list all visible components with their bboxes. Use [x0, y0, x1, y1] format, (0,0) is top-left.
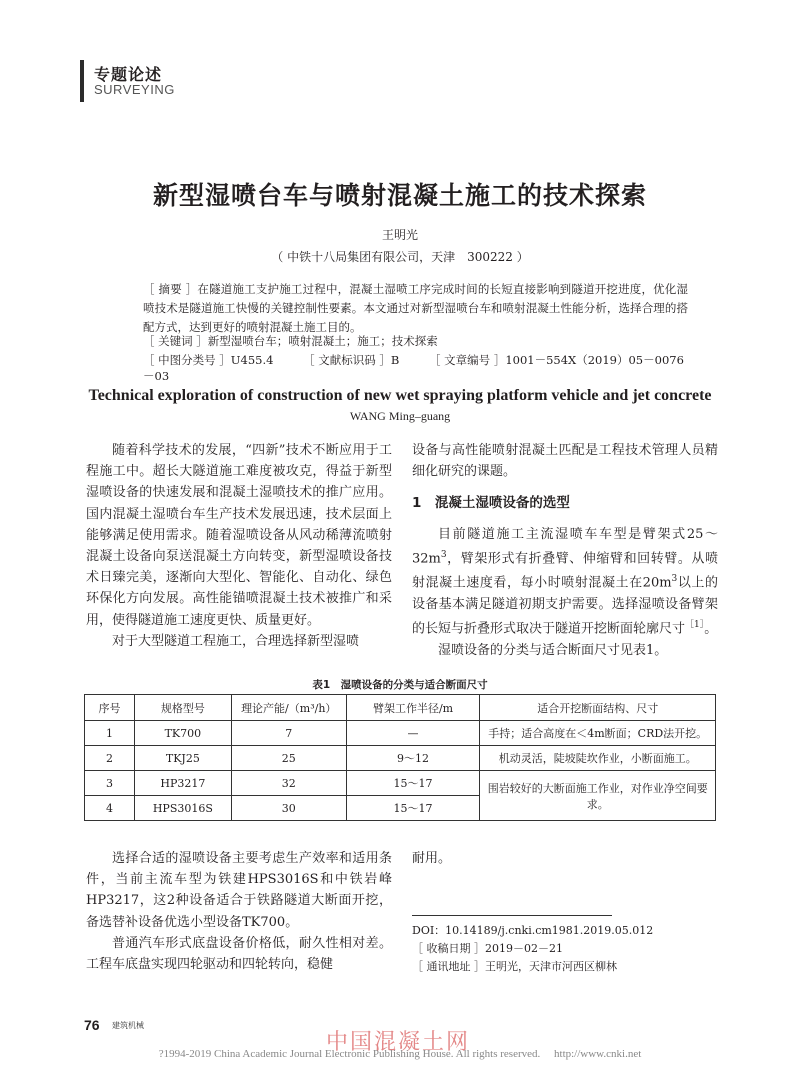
table-cell: HPS3016S — [134, 796, 231, 821]
section-label-cn: 专题论述 — [94, 65, 163, 84]
table-cell: 2 — [85, 746, 135, 771]
paragraph: 设备与高性能喷射混凝土匹配是工程技术管理人员精细化研究的课题。 — [412, 443, 718, 480]
paragraph: 普通汽车形式底盘设备价格低，耐久性相对差。工程车底盘实现四轮驱动和四轮转向，稳健 — [86, 935, 392, 973]
table-cell: TK700 — [134, 721, 231, 746]
text-run: 目前隧道施工主流湿喷车车型是臂架式25～32m — [412, 526, 718, 567]
table-cell: 机动灵活，陡坡陡坎作业，小断面施工。 — [480, 746, 716, 771]
text-run: 。 — [704, 621, 718, 637]
journal-name: 建筑机械 — [112, 1021, 144, 1030]
affiliation: （ 中铁十八局集团有限公司，天津 300222 ） — [271, 250, 529, 264]
table-cell: 9～12 — [346, 746, 480, 771]
table-cell: — — [346, 721, 480, 746]
clc-number: ［ 中图分类号 ］U455.4 — [143, 353, 274, 367]
table-cell: 手持；适合高度在＜4m断面；CRD法开挖。 — [480, 721, 716, 746]
section-label-en: SURVEYING — [94, 82, 175, 97]
document-code: ［ 文献标识码 ］B — [303, 353, 400, 367]
table-cell: 4 — [85, 796, 135, 821]
body-column-left-lower — [86, 848, 392, 975]
section-marker-bar — [80, 60, 84, 102]
body-column-right — [412, 440, 718, 661]
equipment-table — [84, 694, 716, 821]
paragraph — [412, 524, 718, 640]
table-cell: 25 — [231, 746, 346, 771]
body-column-right-lower — [412, 848, 718, 869]
citation-ref: ［1］ — [685, 620, 705, 631]
header-cell: 适合开挖断面结构、尺寸 — [480, 695, 716, 721]
section-heading: 1 混凝土湿喷设备的选型 — [412, 495, 570, 512]
header-cell: 序号 — [85, 695, 135, 721]
abstract: ［ 摘要 ］在隧道施工支护施工过程中，混凝土湿喷工序完成时间的长短直接影响到隧道开挖进度，优化湿喷技术是隧道施工快慢的关键控制性要素。本文通过对新型湿喷台车和喷射混凝土性能分析，选择合理的搭配方式，达到更好的喷射混凝土施工目的。 — [143, 282, 688, 334]
table-cell: 15～17 — [346, 796, 480, 821]
author: 王明光 — [381, 228, 418, 242]
footnotes — [412, 922, 718, 976]
page-number: 76 — [84, 1017, 100, 1033]
text-run: 以上的设备基本满足隧道初期支护需要。选择湿喷设备臂架的长短与折叠形式取决于隧道开挖断面轮廓尺寸 — [412, 575, 718, 637]
superscript: 3 — [671, 574, 678, 585]
text-run: ，臂架形式有折叠臂、伸缩臂和回转臂。从喷射混凝土速度看，每小时喷射混凝土在20m — [412, 551, 718, 591]
watermark: 中国混凝土网 — [326, 1030, 471, 1055]
table-header-row — [85, 695, 716, 721]
paragraph: 湿喷设备的分类与适合断面尺寸见表1。 — [438, 642, 668, 658]
header-cell: 规格型号 — [134, 695, 231, 721]
table-cell: 7 — [231, 721, 346, 746]
table-cell: 1 — [85, 721, 135, 746]
table-row — [85, 721, 716, 746]
classification-line — [143, 352, 688, 384]
paragraph: 选择合适的湿喷设备主要考虑生产效率和适用条件，当前主流车型为铁建HPS3016S和中铁岩峰HP3217，这2种设备适合于铁路隧道大断面开挖，备选替补设备优选小型设备TK700。 — [86, 851, 392, 930]
table-caption: 表1 湿喷设备的分类与适合断面尺寸 — [312, 679, 488, 691]
table-row — [85, 771, 716, 796]
paragraph: 对于大型隧道工程施工，合理选择新型湿喷 — [112, 633, 360, 649]
doi: DOI：10.14189/j.cnki.cm1981.2019.05.012 — [412, 924, 654, 937]
copyright-line: ?1994-2019 China Academic Journal Electronic Publishing House. All rights reserved. http://www.cnki.net — [158, 1048, 642, 1060]
header-cell: 理论产能/（m³/h） — [231, 695, 346, 721]
correspondence-address: ［ 通讯地址 ］王明光，天津市河西区柳林 — [412, 960, 617, 973]
header-cell: 臂架工作半径/m — [346, 695, 480, 721]
received-date: ［ 收稿日期 ］2019－02－21 — [412, 942, 563, 955]
table-cell: 15～17 — [346, 771, 480, 796]
superscript: 3 — [440, 549, 447, 560]
english-author: WANG Ming–guang — [349, 409, 451, 423]
paper-title: 新型湿喷台车与喷射混凝土施工的技术探索 — [152, 181, 647, 210]
article-number: ［ 文章编号 ］1001－554X（2019）05－0076－03 — [143, 353, 684, 383]
table-row — [85, 746, 716, 771]
footnote-divider — [412, 915, 612, 916]
body-column-left — [86, 440, 392, 652]
keywords: ［ 关键词 ］新型湿喷台车；喷射混凝土；施工；技术探索 — [143, 334, 438, 348]
table-cell: 3 — [85, 771, 135, 796]
table-cell-merged: 围岩较好的大断面施工作业，对作业净空间要求。 — [480, 771, 716, 821]
paragraph: 随着科学技术的发展，“四新”技术不断应用于工程施工中。超长大隧道施工难度被攻克，得益于新型湿喷设备的快速发展和混凝土湿喷技术的推广应用。国内混凝土湿喷台车生产技术发展迅速，技术层面上能够满足使用需求。随着湿喷设备从风动稀薄流喷射混凝土设备向泵送混凝土方向转变，新型湿喷设备技术日臻完美，逐渐向大型化、智能化、自动化、绿色环保化方向发展。高性能锚喷混凝土技术被推广和采用，使得隧道施工速度更快、质量更好。 — [86, 443, 392, 628]
paragraph: 耐用。 — [412, 851, 452, 866]
table-cell: 30 — [231, 796, 346, 821]
table-cell: 32 — [231, 771, 346, 796]
table-cell: HP3217 — [134, 771, 231, 796]
english-title: Technical exploration of construction of new wet spraying platform vehicle and jet concrete — [88, 387, 712, 404]
table-cell: TKJ25 — [134, 746, 231, 771]
